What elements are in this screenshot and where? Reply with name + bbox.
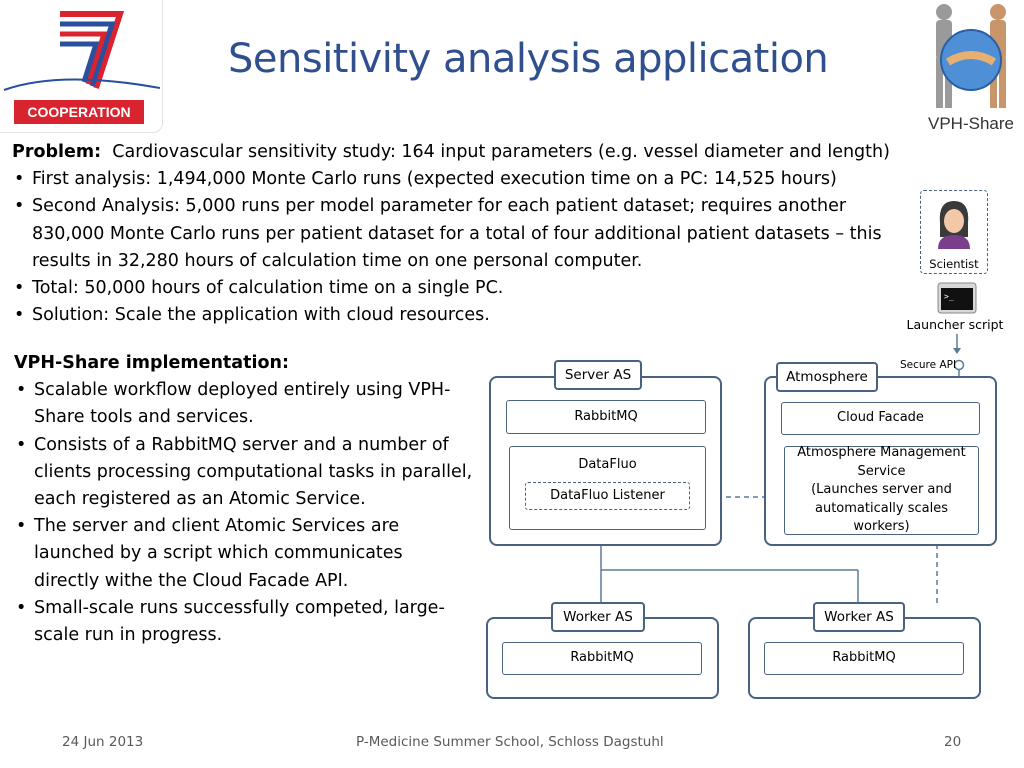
page-number: 20 [944, 734, 962, 750]
vph-share-text: VPH-Share [928, 114, 1014, 133]
implementation-heading: VPH-Share implementation: [14, 353, 289, 373]
server-rabbitmq: RabbitMQ [506, 400, 706, 434]
problem-bullet: • Solution: Scale the application with cloud resources. [12, 302, 922, 329]
launcher-label: Launcher script [906, 317, 1004, 332]
problem-bullet: • First analysis: 1,494,000 Monte Carlo runs (expected execution time on a PC: 14,525 hours) [12, 166, 922, 193]
datafluo-box: DataFluo [509, 446, 706, 530]
problem-bullet: • Total: 50,000 hours of calculation time on a single PC. [12, 275, 922, 302]
svg-text:>_: >_ [944, 292, 954, 301]
footer-date: 24 Jun 2013 [62, 734, 144, 750]
cloud-facade: Cloud Facade [781, 402, 980, 435]
secure-api-label: Secure API [900, 359, 957, 371]
implementation-bullet: • Consists of a RabbitMQ server and a number of clients processing computational tasks in parallel, each registered as an Atomic Service. [14, 432, 484, 514]
launcher-arrowhead [953, 348, 961, 354]
management-line: Service [857, 463, 906, 479]
worker-rabbitmq: RabbitMQ [764, 642, 964, 675]
atmosphere-label: Atmosphere [776, 362, 878, 392]
management-line: (Launches server and [811, 482, 952, 498]
scientist-box [920, 190, 988, 274]
scientist-label: Scientist [929, 257, 979, 271]
terminal-icon[interactable] [937, 282, 977, 314]
implementation-bullet: • The server and client Atomic Services are launched by a script which communicates directly withe the Cloud Facade API. [14, 513, 454, 595]
management-line: automatically scales workers) [814, 500, 949, 535]
implementation-bullet: • Small-scale runs successfully competed, large-scale run in progress. [14, 595, 484, 649]
worker-as-label: Worker AS [813, 602, 905, 632]
problem-label: Problem: [12, 142, 102, 162]
atmosphere-management [784, 446, 979, 535]
implementation-bullet: • Scalable workflow deployed entirely using VPH-Share tools and services. [14, 377, 484, 431]
server-as-label: Server AS [554, 360, 642, 390]
worker-rabbitmq: RabbitMQ [502, 642, 702, 675]
problem-bullet: • Second Analysis: 5,000 runs per model parameter for each patient dataset; requires another 830,000 Monte Carlo runs per patient dataset for a total of four additional patient datasets – this results in 32,280 hours of calculation time on one personal computer. [12, 193, 892, 275]
management-line: Atmosphere Management [797, 445, 966, 461]
footer-event: P-Medicine Summer School, Schloss Dagstuhl [356, 734, 664, 750]
problem-text: Cardiovascular sensitivity study: 164 input parameters (e.g. vessel diameter and length) [112, 142, 890, 162]
datafluo-listener: DataFluo Listener [525, 482, 690, 510]
scientist-icon [934, 197, 974, 249]
cooperation-text: COOPERATION [27, 104, 131, 120]
page-title: Sensitivity analysis application [228, 36, 829, 82]
worker-as-label: Worker AS [551, 602, 645, 632]
